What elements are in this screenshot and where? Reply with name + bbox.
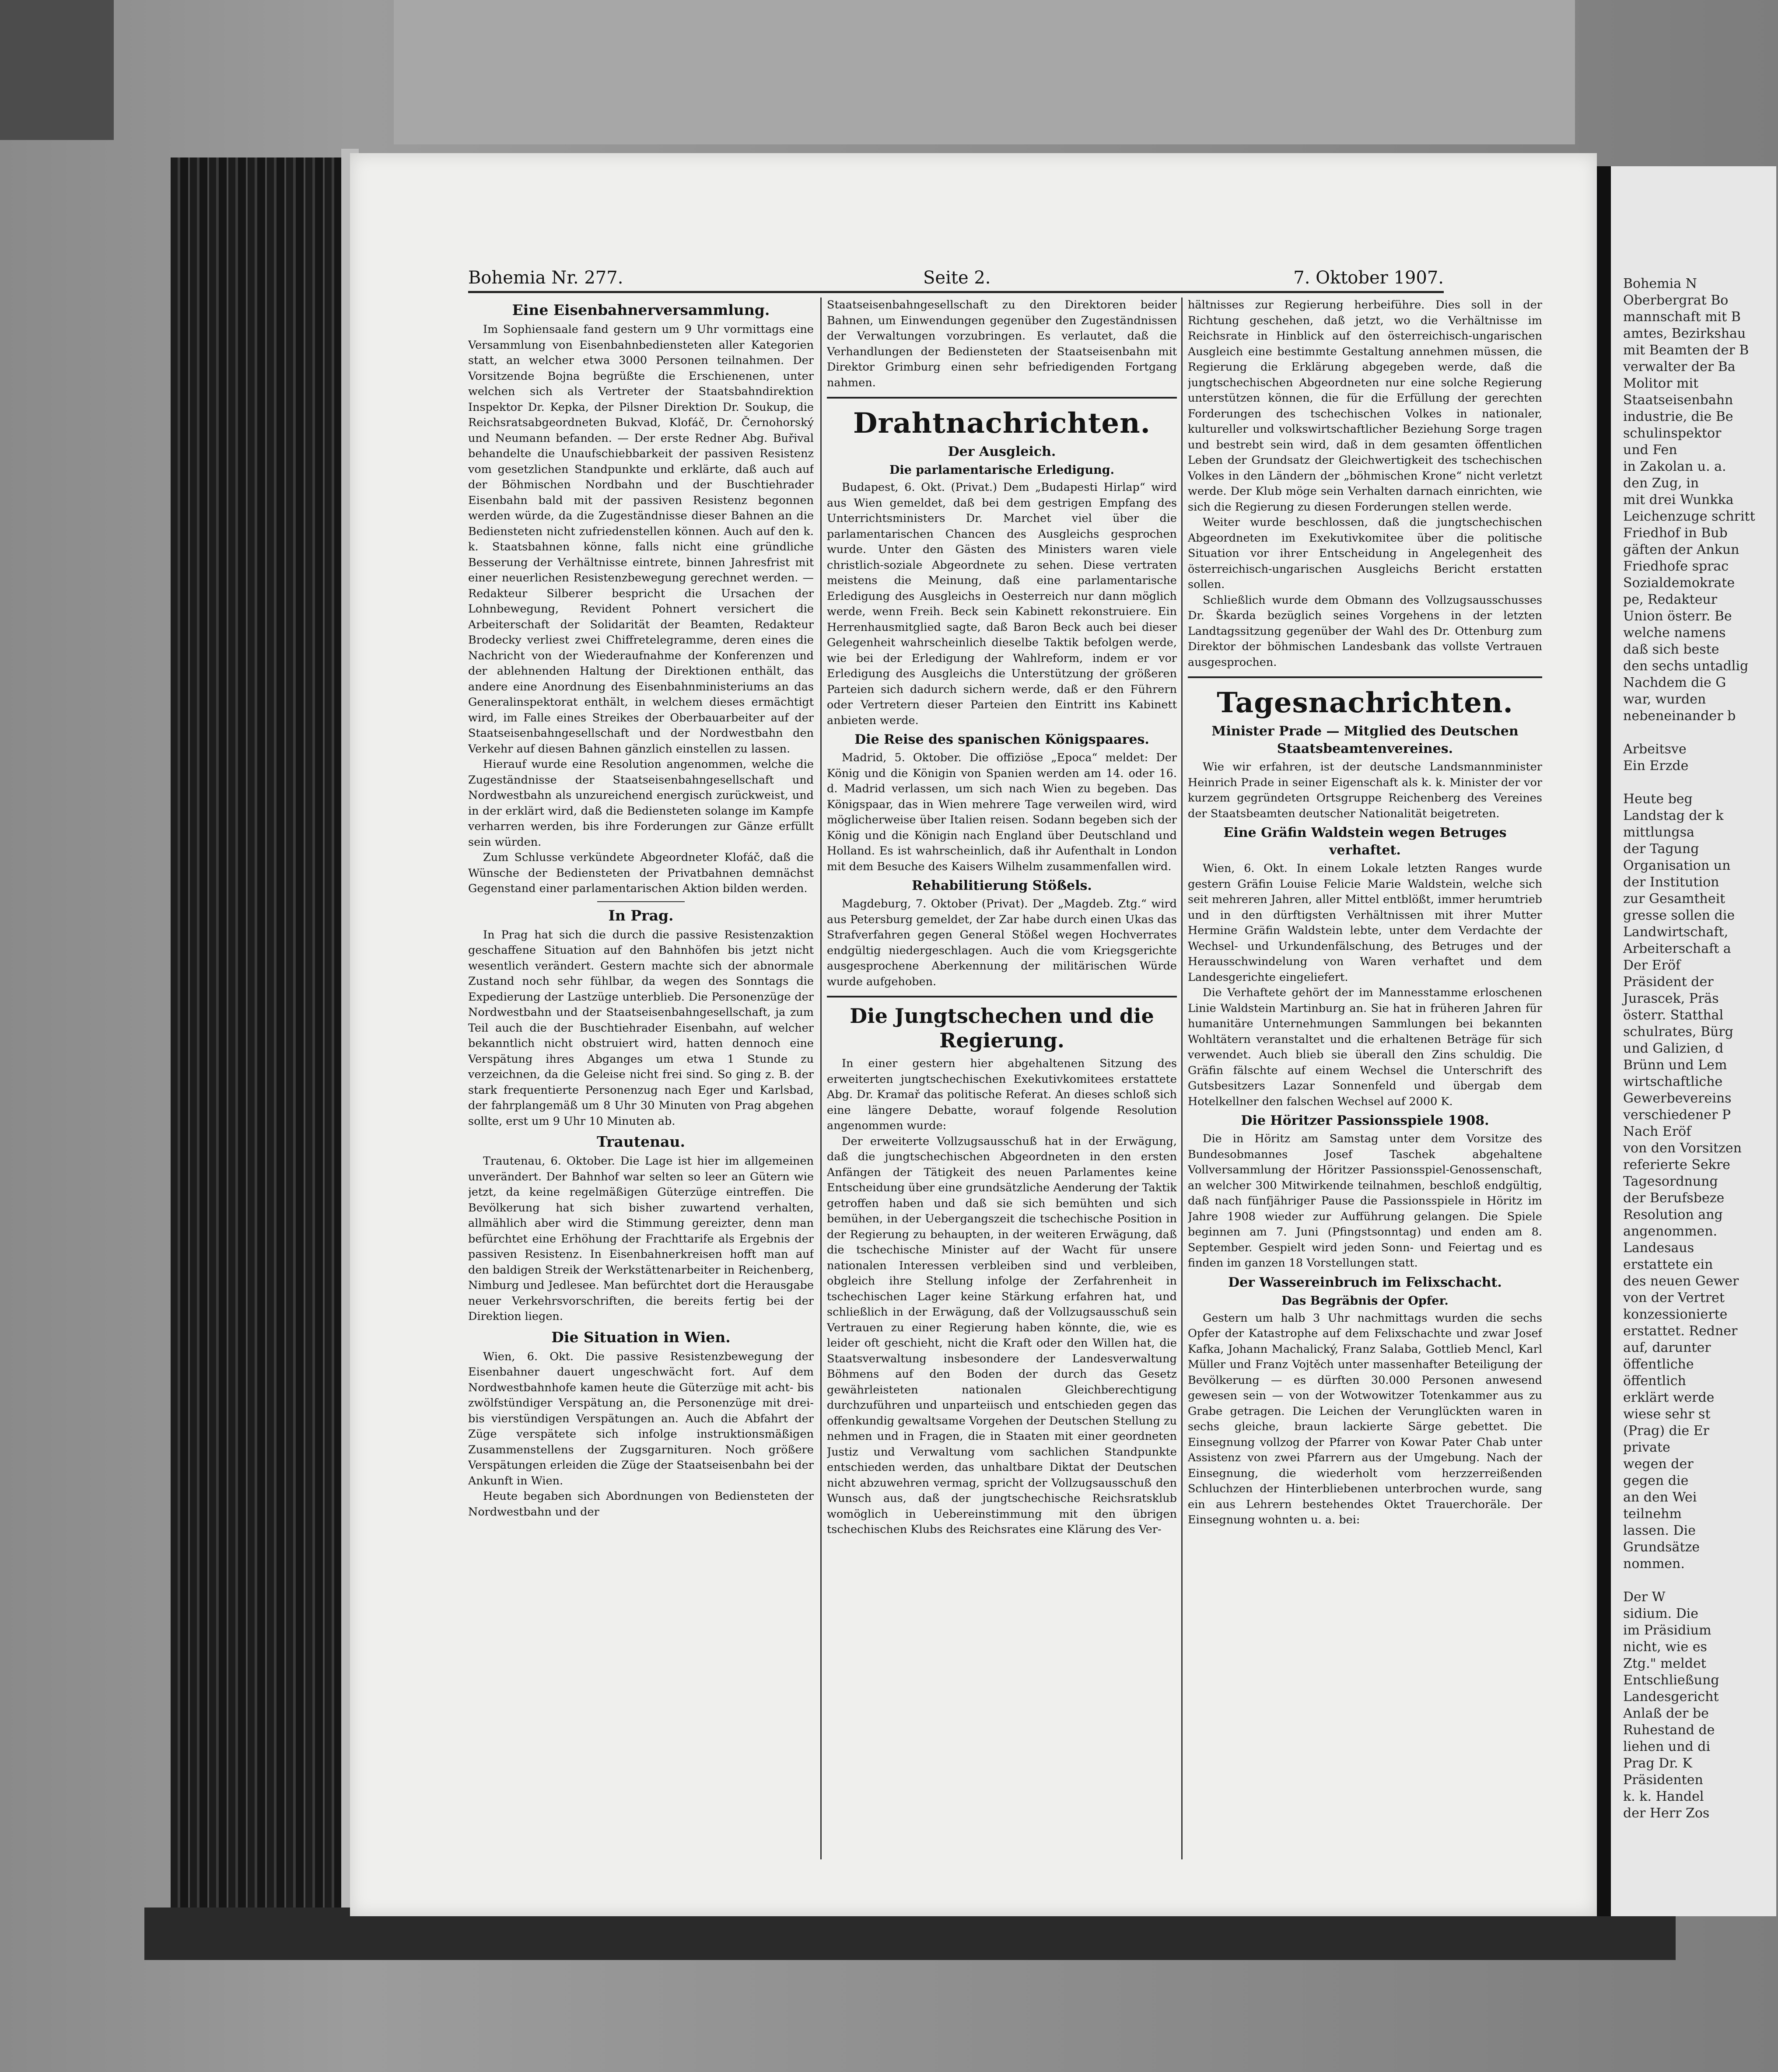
article-headline: Rehabilitierung Stößels.	[912, 878, 1092, 893]
gutter-shadow	[1597, 166, 1611, 1916]
separator	[1188, 676, 1542, 678]
separator	[827, 397, 1177, 399]
article-headline: Der Wassereinbruch im Felixschacht.	[1228, 1274, 1502, 1290]
article-paragraph: Die Verhaftete gehört der im Mannesstamme erloschenen Linie Waldstein Martinburg an. Sie hat in früheren Jahren für humanitäre Unternehmungen Sammlungen bei bekannten Wohltätern veranstaltet und die erhaltenen Beträge für sich verwendet. Auch blieb sie überall den Zins schuldig. Die Gräfin fälschte auf einem Wechsel die Unterschrift des Gutsbesitzers Lazar Sonnenfeld und übergab dem Hotelkellner den falschen Wechsel auf 2000 K.	[1188, 986, 1542, 1108]
article-subheadline: Die parlamentarische Erledigung.	[889, 463, 1115, 477]
scan-top-area	[394, 0, 1575, 144]
article-headline: Der Ausgleich.	[948, 444, 1056, 459]
article-paragraph: Gestern um halb 3 Uhr nachmittags wurden die sechs Opfer der Katastrophe auf dem Felixschachte und zwar Josef Kafka, Johann Machalický, Franz Salaba, Gottlieb Mencl, Karl Müller und Franz Vojtěch unter massenhafter Beteiligung der Bevölkerung — es dürften 30.000 Personen anwesend gewesen sein — von der Wotwowitzer Totenkammer aus zu Grabe getragen. Die Leichen der Verunglückten waren in sechs gleiche, braun lackierte Särge gebettet. Die Einsegnung vollzog der Pfarrer von Kowar Pater Chab unter Assistenz von zwei Pfarrern aus der Umgebung. Nach der Einsegnung, die wiederholt vom herzzerreißenden Schluchzen der Hinterbliebenen unterbrochen wurde, sang ein aus Lehrern bestehendes Oktet Trauerchoräle. Der Einsegnung wohnten u. a. bei:	[1188, 1311, 1542, 1526]
article-paragraph: Schließlich wurde dem Obmann des Vollzugsausschusses Dr. Škarda bezüglich seines Vorgehens in der letzten Landtagssitzung gegenüber der Wahl des Dr. Ottenburg zum Direktor der böhmischen Landesbank das vollste Vertrauen ausgesprochen.	[1188, 593, 1542, 669]
article-paragraph: Staatseisenbahngesellschaft zu den Direktoren beider Bahnen, um Einwendungen gegenüber den Zugeständnissen der Verwaltungen vorzubringen. Es verlautet, daß die Verhandlungen der Bediensteten der Staatseisenbahn mit Direktor Grimburg einen sehr befriedigenden Fortgang nahmen.	[827, 298, 1177, 389]
book-page-edges	[171, 158, 359, 1929]
article-subheadline: Das Begräbnis der Opfer.	[1281, 1294, 1449, 1308]
article-paragraph: Magdeburg, 7. Oktober (Privat). Der „Magdeb. Ztg.“ wird aus Petersburg gemeldet, der Zar habe durch einen Ukas das Strafverfahren gegen General Stößel wegen Hochverrates endgültig niedergeschlagen. Auch die vom Kriegsgerichte ausgesprochene Aberkennung der militärischen Würde wurde aufgehoben.	[827, 897, 1177, 988]
article-paragraph: Budapest, 6. Okt. (Privat.) Dem „Budapesti Hirlap“ wird aus Wien gemeldet, daß bei dem gestrigen Empfang des Unterrichtsministers Dr. Marchet viel über die parlamentarischen Chancen des Ausgleichs gesprochen wurde. Unter den Gästen des Ministers waren viele christlich-soziale Abgeordnete zu sehen. Diese vertraten meistens die Meinung, daß eine parlamentarische Erledigung des Ausgleichs in Oesterreich nur dann möglich werde, wenn Freih. Beck sein Kabinett rekonstruiere. Ein Herrenhausmitglied sagte, daß Baron Beck auch bei dieser Gelegenheit wahrscheinlich dieselbe Taktik befolgen werde, wie bei der Erledigung der Wahlreform, indem er vor Erledigung des Ausgleichs die Unterstützung der größeren Parteien sich dadurch sichern werde, daß er den Führern oder Vertretern dieser Parteien den Eintritt ins Kabinett anbieten werde.	[827, 481, 1177, 727]
article-paragraph: Zum Schlusse verkündete Abgeordneter Klofáč, daß die Wünsche der Bediensteten der Privatbahnen demnächst Gegenstand einer parlamentarischen Aktion bilden werden.	[468, 851, 814, 895]
newspaper-page	[350, 153, 1597, 1916]
adjacent-page-text: Bohemia N Oberbergrat Bo mannschaft mit B amtes, Bezirkshau mit Beamten der B verwalter der Ba Molitor mit Staatseisenbahn industrie, die Be schulinspektor und Fen in Zakolan u. a. den Zug, in mit drei Wunkka Leichenzuge schritt Friedhof in Bub gäften der Ankun Friedhofe sprac Sozialdemokrate pe, Redakteur Union österr. Be welche namens daß sich beste den sechs untadlig Nachdem die G war, wurden nebeneinander b Arbeitsve Ein Erzde Heute beg Landstag der k mittlungsa der Tagung Organisation un der Institution zur Gesamtheit gresse sollen die Landwirtschaft, Arbeiterschaft a Der Eröf Präsident der Jurascek, Präs österr. Statthal schulrates, Bürg und Galizien, d Brünn und Lem wirtschaftliche Gewerbevereins verschiedener P Nach Eröf von den Vorsitzen referierte Sekre Tagesordnung der Berufsbeze Resolution ang angenommen. Landesaus erstattete ein des neuen Gewer von der Vertret konzessionierte erstattet. Redner auf, darunter öffentliche öffentlich erklärt werde wiese sehr st (Prag) die Er private wegen der gegen die an den Wei teilnehm lassen. Die Grundsätze nommen. Der W sidium. Die im Präsidium nicht, wie es Ztg." meldet Entschließung Landesgericht Anlaß der be Ruhestand de liehen und di Prag Dr. K Präsidenten k. k. Handel der Herr Zos	[1623, 276, 1755, 1821]
article-paragraph: Weiter wurde beschlossen, daß die jungtschechischen Abgeordneten im Exekutivkomitee über die politische Situation vor ihrer Entscheidung in Angelegenheit des österreichisch-ungarischen Ausgleichs Bericht erstatten sollen.	[1188, 516, 1542, 591]
page-number: Seite 2.	[923, 268, 991, 288]
article-headline: Die Situation in Wien.	[551, 1328, 731, 1346]
column-3	[1188, 298, 1542, 1859]
column-rule	[1181, 298, 1183, 1859]
article-headline: Die Jungtschechen und die Regierung.	[850, 1004, 1154, 1052]
column-rule	[820, 298, 822, 1859]
section-headline: Drahtnachrichten.	[853, 407, 1151, 440]
page-header	[468, 265, 1444, 293]
article-paragraph: Der erweiterte Vollzugsausschuß hat in der Erwägung, daß die jungtschechischen Abgeordneten in den ersten Anfängen der Tätigkeit des neuen Parlamentes keine Entscheidung über eine grundsätzliche Aenderung der Taktik getroffen haben und daß sie sich bemühten und sich bemühen, in der Uebergangszeit die tschechische Position in der Regierung zu behaupten, in der weiteren Erwägung, daß die tschechische Minister auf der Wacht für unsere nationalen Interessen verbleiben sind und verbleiben, obgleich ihre Stellung infolge der Zerfahrenheit in tschechischen Lager keine Stärkung erfahren hat, und schließlich in der Erwägung, daß der Vollzugsausschuß sein Vertrauen zu einer Regierung haben könnte, die, wie es leider oft geschieht, nicht die Kraft oder den Willen hat, die Staatsverwaltung insbesondere der Landesverwaltung Böhmens auf den Boden der durch das Gesetz gewährleisteten nationalen Gleichberechtigung durchzuführen und unparteiisch und entschieden gegen das offenkundig gewaltsame Vorgehen der Deutschen Stellung zu nehmen und in Fragen, die in Staaten mit einer geordneten Justiz und Verwaltung vom sachlichen Standpunkte entschieden werden, das unhaltbare Diktat der Deutschen nicht abzuwehren vermag, spricht der Vollzugsausschuß den Wunsch aus, daß der jungtschechische Reichsratsklub womöglich in Uebereinstimmung mit den übrigen tschechischen Klubs des Reichsrates eine Klärung des Ver-	[827, 1134, 1177, 1536]
article-paragraph: Trautenau, 6. Oktober. Die Lage ist hier im allgemeinen unverändert. Der Bahnhof war selten so leer an Gütern wie jetzt, da keine regelmäßigen Güterzüge eintreffen. Die Bevölkerung hat sich bisher zuwartend verhalten, allmählich aber wird die Stimmung gereizter, denn man befürchtet eine Erhöhung der Frachttarife als Ergebnis der passiven Resistenz. In Eisenbahnerkreisen hofft man auf den baldigen Streik der Werkstättenarbeiter in Reichenberg, Nimburg und Jedlesee. Man befürchtet dort die Herausgabe neuer Verkehrsvorschriften, die bereits fertig bei der Direktion liegen.	[468, 1155, 814, 1323]
article-paragraph: In Prag hat sich die durch die passive Resistenzaktion geschaffene Situation auf den Bahnhöfen bis jetzt nicht wesentlich verändert. Gestern machte sich der abnormale Zustand noch sehr fühlbar, da wegen des Sonntags die Expedierung der Lastzüge unterblieb. Die Personenzüge der Nordwestbahn und der Staatseisenbahngesellschaft, ja zum Teil auch die der Buschtiehrader Eisenbahn, auf welcher bekanntlich nicht obstruiert wird, hatten dennoch eine Verspätung ihres Abganges um etwa 1 Stunde zu verzeichnen, da die Geleise nicht frei sind. So ging z. B. der stark frequentierte Personenzug nach Eger und Karlsbad, der fahrplangemäß um 8 Uhr 30 Minuten von Prag abgehen sollte, erst um 9 Uhr 10 Minuten ab.	[468, 928, 814, 1128]
article-paragraph: Wien, 6. Okt. In einem Lokale letzten Ranges wurde gestern Gräfin Louise Felicie Marie Waldstein, welche sich seit mehreren Jahren, aller Mittel entblößt, immer herumtrieb und in den dürftigsten Verhältnissen mit ihrer Mutter Hermine Gräfin Waldstein lebte, unter dem Verdachte der Wechsel- und Urkundenfälschung, des Betruges und der Herausschwindelung von Waren verhaftet und dem Landesgerichte eingeliefert.	[1188, 862, 1542, 984]
article-paragraph: In einer gestern hier abgehaltenen Sitzung des erweiterten jungtschechischen Exekutivkomitees erstattete Abg. Dr. Kramař das politische Referat. An dieses schloß sich eine längere Debatte, worauf folgende Resolution angenommen wurde:	[827, 1057, 1177, 1132]
column-2	[827, 298, 1177, 1859]
adjacent-page-fragment	[1597, 166, 1776, 1916]
article-paragraph: Die in Höritz am Samstag unter dem Vorsitze des Bundesobmannes Josef Taschek abgehaltene Vollversammlung der Höritzer Passionsspiel-Genossenschaft, an welcher 300 Mitwirkende teilnahmen, beschloß endgültig, daß nach fünfjähriger Pause die Passionsspiele in Höritz im Jahre 1908 wieder zur Aufführung gelangen. Die Spiele beginnen am 7. Juni (Pfingstsonntag) und enden am 8. September. Gespielt wird jeden Sonn- und Feiertag und es finden im ganzen 18 Vorstellungen statt.	[1188, 1132, 1542, 1270]
article-headline: Eine Gräfin Waldstein wegen Betruges verhaftet.	[1223, 825, 1507, 858]
article-headline: Die Höritzer Passionsspiele 1908.	[1241, 1113, 1489, 1128]
article-headline: Die Reise des spanischen Königspaares.	[854, 732, 1149, 747]
article-headline: In Prag.	[608, 906, 674, 924]
issue-date: 7. Oktober 1907.	[1293, 268, 1444, 288]
separator	[597, 901, 685, 902]
column-1	[468, 298, 814, 1859]
article-paragraph: hältnisses zur Regierung herbeiführe. Dies soll in der Richtung geschehen, daß jetzt, wo die Verhältnisse im Reichsrate in Hinblick auf den österreichisch-ungarischen Ausgleich eine bestimmte Gestaltung annehmen müssen, die Regierung die Erklärung abgegeben werde, daß die jungtschechischen Abgeordneten nur eine solche Regierung unterstützen können, die für die Erfüllung der gerechten Forderungen des tschechischen Volkes in nationaler, kultureller und volkswirtschaftlicher Beziehung Sorge tragen und bestrebt sein wird, daß in dem gesamten öffentlichen Leben der Grundsatz der Gleichwertigkeit des tschechischen Volkes in den Ländern der „böhmischen Krone“ nicht verletzt werde. Der Klub möge sein Verhalten darnach einrichten, wie sich die Regierung zu diesen Forderungen stellen werde.	[1188, 298, 1542, 514]
article-headline: Eine Eisenbahnerversammlung.	[512, 301, 770, 318]
section-headline: Tagesnachrichten.	[1217, 686, 1513, 719]
article-headline: Minister Prade — Mitglied des Deutschen Staatsbeamtenvereines.	[1211, 724, 1519, 756]
article-paragraph: Wie wir erfahren, ist der deutsche Landsmannminister Heinrich Prade in seiner Eigenschaft als k. k. Minister der vor kurzem gegründeten Ortsgruppe Reichenberg des Vereines der Staatsbeamten deutscher Nationalität beigetreten.	[1188, 760, 1542, 820]
separator	[827, 996, 1177, 998]
scan-dark-corner	[0, 0, 114, 140]
article-paragraph: Im Sophiensaale fand gestern um 9 Uhr vormittags eine Versammlung von Eisenbahnbediensteten aller Kategorien statt, an welcher etwa 3000 Personen teilnahmen. Der Vorsitzende Bojna begrüßte die Erschienenen, unter welchen sich als Vertreter der Staatsbahndirektion Inspektor Dr. Kepka, der Pilsner Direktion Dr. Soukup, die Reichsratsabgeordneten Bukvad, Klofáč, Dr. Černohorský und Neumann befanden. — Der erste Redner Abg. Buřival behandelte die Unaufschiebbarkeit der passiven Resistenz vom gesetzlichen Standpunkte und erklärte, daß auch auf der Böhmischen Nordbahn und der Buschtiehrader Eisenbahn bald mit der passiven Resistenz begonnen werden würde, da die Zugeständnisse dieser Bahnen an die Bediensteten nicht zufriedenstellen können. Auch auf den k. k. Staatsbahnen könne, falls nicht eine gründliche Besserung der Verhältnisse eintrete, binnen Jahresfrist mit einer neuerlichen Resistenzbewegung gerechnet werden. — Redakteur Silberer bespricht die Ursachen der Lohnbewegung, Revident Pohnert versichert die Arbeiterschaft der Solidarität der Beamten, Redakteur Brodecky verliest zwei Chiffretelegramme, deren eines die Nachricht von der Wiederaufnahme der Konferenzen und der ablehnenden Haltung der Direktionen enthält, das andere eine Anordnung des Eisenbahnministeriums an das Generalinspektorat enthält, in welchem dieses ermächtigt wird, im Falle eines Streikes der Oberbauarbeiter auf der Staatseisenbahngesellschaft und der Nordwestbahn den Verkehr auf diesen Bahnen gänzlich einstellen zu lassen.	[468, 323, 814, 756]
article-headline: Trautenau.	[596, 1133, 685, 1150]
masthead-issue: Bohemia Nr. 277.	[468, 268, 623, 288]
article-paragraph: Madrid, 5. Oktober. Die offiziöse „Epoca“ meldet: Der König und die Königin von Spanien werden am 14. oder 16. d. Madrid verlassen, um sich nach Wien zu begeben. Das Königspaar, das in Wien mehrere Tage verweilen wird, wird möglicherweise über Italien reisen. Sodann begeben sich der König und die Königin nach England über Deutschland und Holland. Es ist wahrscheinlich, daß ihr Aufenthalt in London mit dem Besuche des Kaisers Wilhelm zusammenfallen wird.	[827, 751, 1177, 873]
article-paragraph: Hierauf wurde eine Resolution angenommen, welche die Zugeständnisse der Staatseisenbahngesellschaft und Nordwestbahn als unzureichend energisch zurückweist, und in der erklärt wird, daß die Bediensteten solange im Kampfe verharren werden, bis ihre Forderungen zur Gänze erfüllt sein würden.	[468, 758, 814, 849]
article-paragraph: Heute begaben sich Abordnungen von Bediensteten der Nordwestbahn und der	[468, 1490, 814, 1519]
article-paragraph: Wien, 6. Okt. Die passive Resistenzbewegung der Eisenbahner dauert ungeschwächt fort. Auf dem Nordwestbahnhofe kamen heute die Güterzüge mit acht- bis zwölfstündiger Verspätung an, die Personenzüge mit drei- bis vierstündigen Verspätungen an. Auch die Abfahrt der Züge verspätete sich infolge instruktionsmäßigen Zusammenstellens der Zugsgarnituren. Noch größere Verspätungen erleiden die Züge der Staatseisenbahn bei der Ankunft in Wien.	[468, 1350, 814, 1488]
